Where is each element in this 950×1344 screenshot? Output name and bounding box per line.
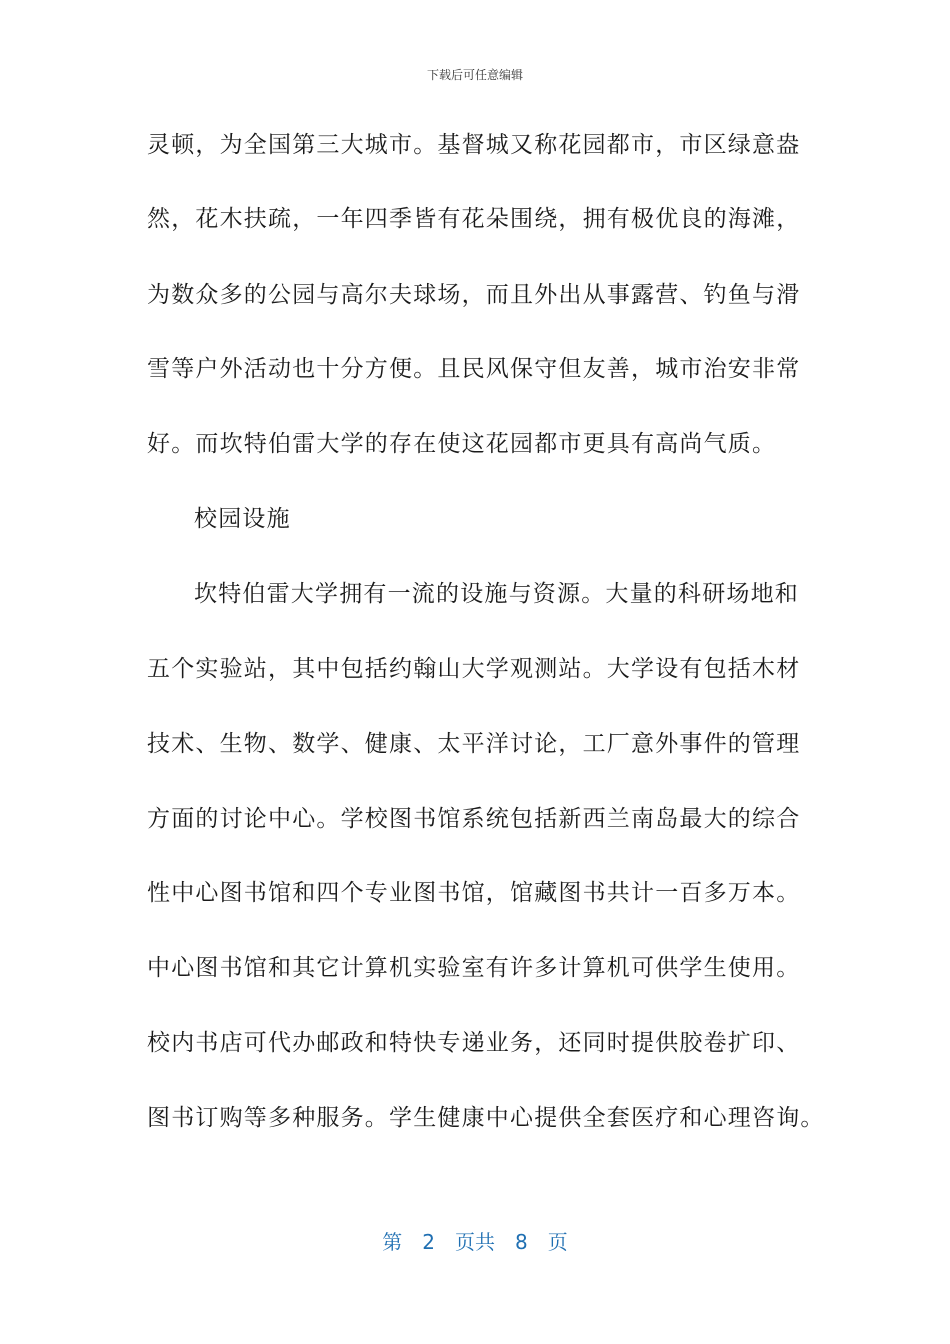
page-header: 下载后可任意编辑 bbox=[426, 68, 523, 82]
text-line: 坎特伯雷大学拥有一流的设施与资源。大量的科研场地和 bbox=[194, 581, 799, 607]
page-number: 2 bbox=[422, 1230, 435, 1254]
page-label-prefix: 第 bbox=[382, 1230, 403, 1254]
text-line: 方面的讨论中心。学校图书馆系统包括新西兰南岛最大的综合 bbox=[147, 806, 801, 832]
text-line: 为数众多的公园与高尔夫球场，而且外出从事露营、钓鱼与滑 bbox=[147, 282, 801, 308]
text-line: 好。而坎特伯雷大学的存在使这花园都市更具有高尚气质。 bbox=[147, 431, 777, 457]
text-line: 性中心图书馆和四个专业图书馆，馆藏图书共计一百多万本。 bbox=[147, 880, 801, 906]
text-line: 技术、生物、数学、健康、太平洋讨论，工厂意外事件的管理 bbox=[147, 731, 801, 757]
page-label-mid: 页共 bbox=[455, 1230, 495, 1254]
section-heading: 校园设施 bbox=[194, 506, 291, 532]
total-pages: 8 bbox=[515, 1230, 528, 1254]
text-line: 五个实验站，其中包括约翰山大学观测站。大学设有包括木材 bbox=[147, 656, 801, 682]
page-label-suffix: 页 bbox=[547, 1230, 568, 1254]
text-line: 校内书店可代办邮政和特快专递业务，还同时提供胶卷扩印、 bbox=[147, 1030, 801, 1056]
text-line: 然，花木扶疏，一年四季皆有花朵围绕，拥有极优良的海滩， bbox=[147, 206, 801, 232]
text-line: 图书订购等多种服务。学生健康中心提供全套医疗和心理咨询。 bbox=[147, 1105, 825, 1131]
text-line: 灵顿，为全国第三大城市。基督城又称花园都市，市区绿意盎 bbox=[147, 132, 801, 158]
text-line: 中心图书馆和其它计算机实验室有许多计算机可供学生使用。 bbox=[147, 955, 801, 981]
page-footer bbox=[0, 1226, 950, 1255]
text-line: 雪等户外活动也十分方便。且民风保守但友善，城市治安非常 bbox=[147, 356, 801, 382]
